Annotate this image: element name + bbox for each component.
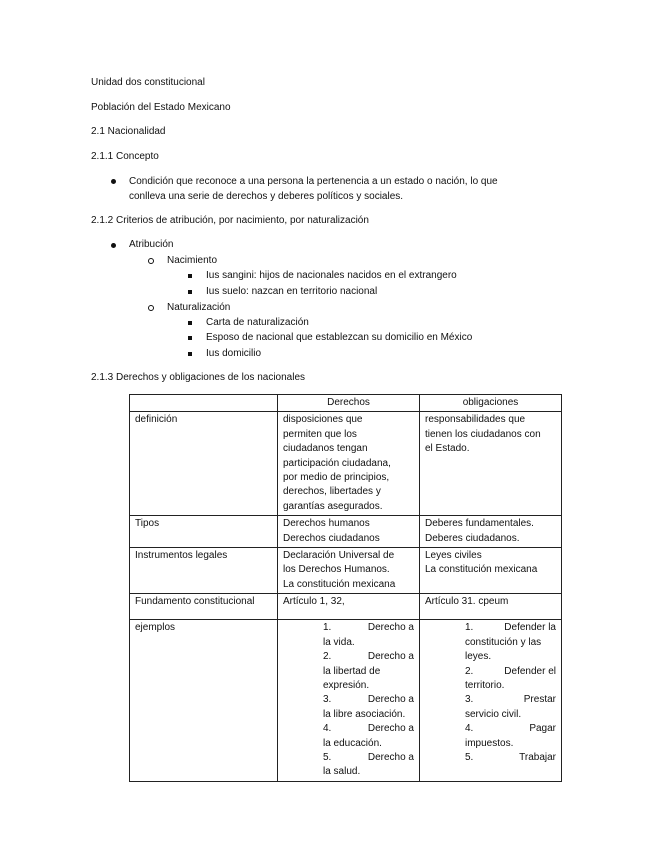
bullet-square-icon [188,336,192,340]
item-ius-suelo: Ius suelo: nazcan en territorio nacional [206,286,378,297]
list-item [465,693,556,722]
heading-criterios: 2.1.2 Criterios de atribución, por nacimiento, por naturalización [91,215,369,226]
list-item [465,665,556,694]
cell-ejemplos-derechos [278,620,420,781]
cell-fundamento-derechos: Artículo 1, 32, [278,594,420,620]
table-row [130,620,562,781]
item-text: Prestar [523,694,556,706]
concepto-line-1: Condición que reconoce a una persona la pertenencia a un estado o nación, lo que [129,176,498,187]
table-row [130,548,562,594]
header-derechos: Derechos [278,395,420,412]
item-text: servicio civil. [465,708,522,720]
row-label-fundamento: Fundamento constitucional [130,594,278,620]
item-number: 2. [323,651,332,663]
list-item [465,722,556,751]
bullet-square-icon [188,274,192,278]
table-row [130,516,562,548]
item-number: 5. [323,751,332,763]
list-item [323,722,414,751]
item-text: la libertad de expresión. [323,665,381,691]
item-number: 1. [323,622,332,634]
cell-line: Leyes civiles [425,550,482,562]
cell-instrumentos-obligaciones [420,548,562,594]
bullet-dot-icon [111,243,116,248]
item-nacimiento: Nacimiento [167,255,218,266]
list-item [465,621,556,664]
cell-instrumentos-derechos [278,548,420,594]
item-number: 3. [323,694,332,706]
list-item [323,693,414,722]
bullet-square-icon [188,290,192,294]
cell-ejemplos-obligaciones [420,620,562,781]
heading-derechos-obligaciones: 2.1.3 Derechos y obligaciones de los nacionales [91,372,306,383]
cell-line: Declaración Universal de [283,550,395,562]
item-text: Derecho a [367,651,414,663]
item-esposo: Esposo de nacional que establezcan su domicilio en México [206,332,473,343]
concepto-line-2: conlleva una serie de derechos y deberes políticos y sociales. [129,191,404,202]
cell-line: tienen los ciudadanos con [425,428,541,440]
item-domicilio: Ius domicilio [206,348,262,359]
item-text: Trabajar [519,751,556,763]
item-text: impuestos. [465,737,514,749]
table-row [130,594,562,620]
table-row [130,395,562,412]
item-number: 4. [465,723,474,735]
item-number: 1. [465,622,474,634]
cell-tipos-obligaciones [420,516,562,548]
heading-nacionalidad: 2.1 Nacionalidad [91,126,166,137]
ejemplos-derechos-list [283,621,414,779]
item-text: la libre asociación. [323,708,406,720]
item-number: 2. [465,665,474,677]
bullet-square-icon [188,352,192,356]
cell-definicion-derechos [278,412,420,516]
heading-unidad: Unidad dos constitucional [91,77,205,88]
row-label-tipos: Tipos [130,516,278,548]
cell-line: permiten que los [283,428,357,440]
cell-line: La constitución mexicana [425,564,538,576]
bullet-square-icon [188,321,192,325]
cell-line: los Derechos Humanos. [283,564,390,576]
derechos-obligaciones-table [129,394,562,782]
ejemplos-obligaciones-list [425,621,556,765]
bullet-circle-icon [148,305,154,311]
cell-tipos-derechos [278,516,420,548]
table-cell-empty [130,395,278,412]
heading-concepto: 2.1.1 Concepto [91,151,159,162]
list-item [323,650,414,693]
item-number: 5. [465,751,474,763]
item-text: Defender la [504,622,556,634]
bullet-dot-icon [111,179,116,184]
cell-line: disposiciones que [283,414,363,426]
row-label-definicion: definición [130,412,278,516]
item-text: Derecho a [367,622,414,634]
cell-line: por medio de principios, [283,472,390,484]
item-text: Pagar [529,723,556,735]
item-text: Defender el [504,665,556,677]
list-item [323,751,414,780]
item-text: la educación. [323,737,382,749]
item-text: constitución y las leyes. [465,636,542,663]
item-text: la vida. [323,636,355,648]
item-ius-sangini: Ius sangini: hijos de nacionales nacidos en el extrangero [206,270,457,281]
item-naturalizacion: Naturalización [167,302,231,313]
cell-line: participación ciudadana, [283,457,391,469]
table-row [130,412,562,516]
cell-line: Deberes fundamentales. [425,518,534,530]
item-carta: Carta de naturalización [206,317,309,328]
item-number: 3. [465,694,474,706]
cell-line: garantías asegurados. [283,500,383,512]
item-atribucion: Atribución [129,239,174,250]
cell-line: responsabilidades que [425,414,526,426]
row-label-instrumentos: Instrumentos legales [130,548,278,594]
cell-definicion-obligaciones [420,412,562,516]
heading-poblacion: Población del Estado Mexicano [91,102,231,113]
item-text: Derecho a [367,723,414,735]
cell-line: La constitución mexicana [283,578,396,590]
list-item [323,621,414,650]
row-label-ejemplos: ejemplos [130,620,278,781]
item-number: 4. [323,723,332,735]
item-text: Derecho a [367,751,414,763]
cell-line: ciudadanos tengan [283,443,368,455]
item-text: la salud. [323,766,361,778]
list-item [465,751,556,765]
cell-line: Derechos ciudadanos [283,532,380,544]
bullet-circle-icon [148,258,154,264]
cell-line: Deberes ciudadanos. [425,532,520,544]
item-text: territorio. [465,679,505,691]
cell-fundamento-obligaciones: Artículo 31. cpeum [420,594,562,620]
header-obligaciones: obligaciones [420,395,562,412]
cell-line: derechos, libertades y [283,486,381,498]
item-text: Derecho a [367,694,414,706]
cell-line: el Estado. [425,443,470,455]
cell-line: Derechos humanos [283,518,370,530]
